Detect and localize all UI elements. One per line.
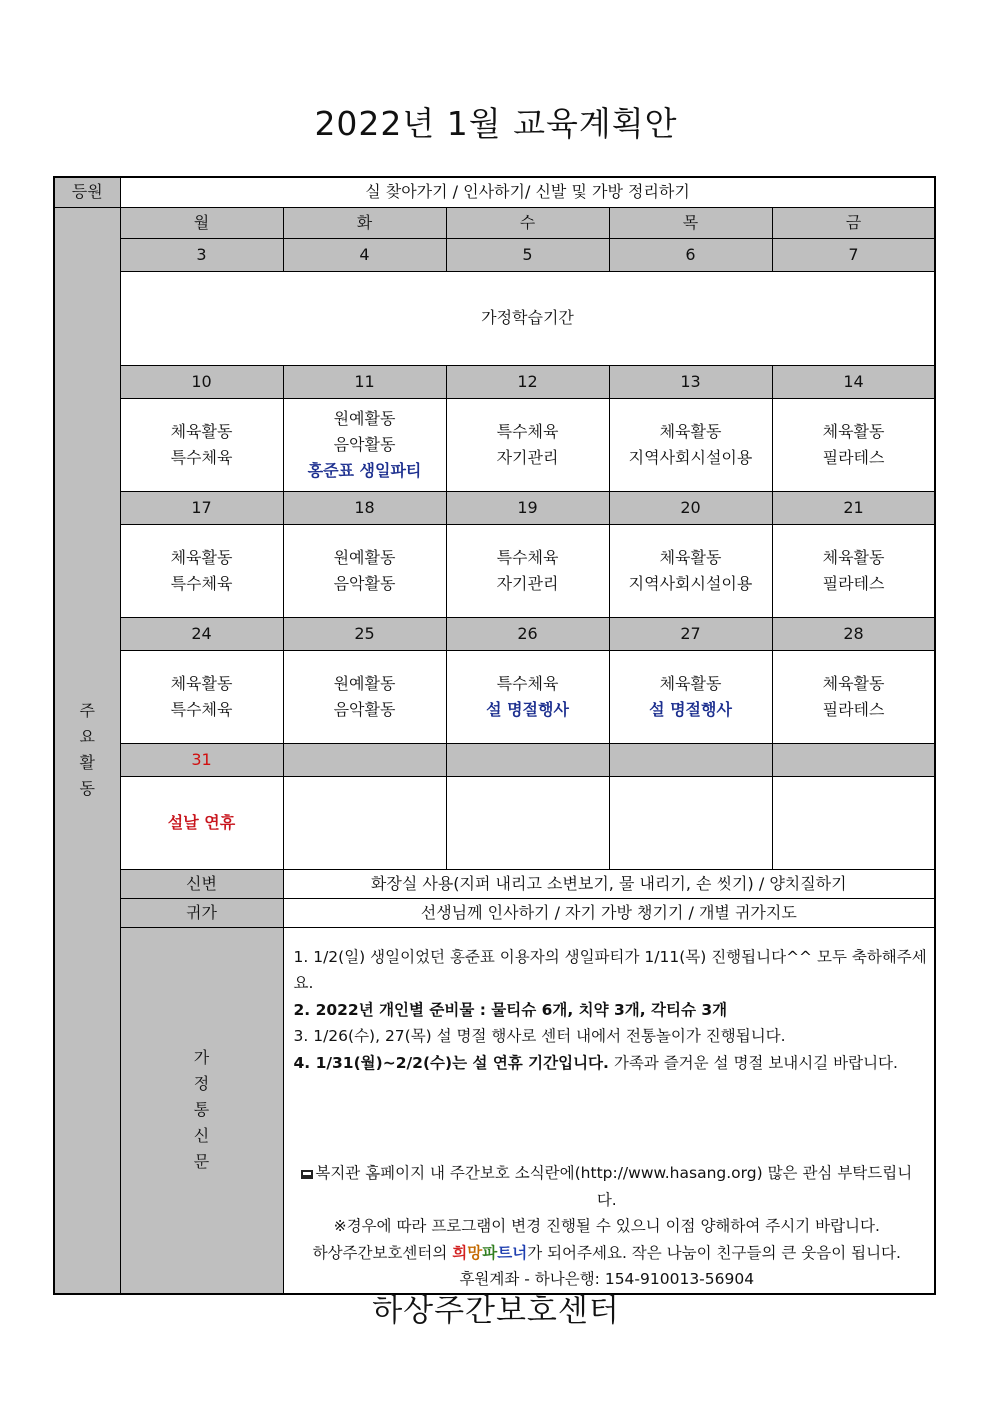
activity-cell [446,650,609,743]
birthday-party-event: 홍준표 생일파티 [307,460,422,480]
page-title: 2022년 1월 교육계획안 [314,104,678,143]
partner-text: 가 되어주세요. 작은 나눔이 친구들의 큰 웃음이 됩니다. [527,1243,901,1262]
activity-row [54,271,935,365]
date-cell: 19 [446,491,609,524]
activity-cell [609,524,772,617]
date-row [54,365,935,398]
partner-char: 트너 [497,1243,528,1262]
activity-cell [283,776,446,869]
notice-item: 3. 1/26(수), 27(목) 설 명절 행사로 센터 내에서 전통놀이가 진행됩니다. [293,1027,786,1045]
activity-row [54,650,935,743]
date-row [54,238,935,271]
date-cell: 6 [609,238,772,271]
activity-item: 필라테스 [822,573,885,593]
activity-cell [446,524,609,617]
activity-item: 지역사회시설이용 [628,447,753,467]
activity-cell [283,650,446,743]
activity-item: 음악활동 [333,573,396,593]
donation-account-line: 후원계좌 - 하나은행: 154-910013-56904 [459,1270,755,1288]
activity-item: 원예활동 [333,547,396,567]
newsletter-label-char: 문 [193,1152,210,1171]
activity-cell [609,398,772,491]
activity-item: 체육활동 [170,547,233,567]
homepage-line [294,1160,921,1213]
education-plan-table [53,176,936,1295]
activity-cell [120,398,283,491]
activity-item: 필라테스 [822,699,885,719]
activity-item: 음악활동 [333,699,396,719]
activity-item: 원예활동 [333,408,396,428]
activity-item: 자기관리 [496,573,559,593]
center-name: 하상주간보호센터 [372,1293,620,1329]
hygiene-label: 신변 [120,869,283,898]
activity-item: 자기관리 [496,447,559,467]
activity-cell [283,398,446,491]
notice-holiday-rest: 가족과 즐거운 설 명절 보내시길 바랍니다. [608,1053,898,1072]
partner-text: 하상주간보호센터의 [312,1243,453,1262]
weekday-fri: 금 [772,207,935,238]
date-cell: 10 [120,365,283,398]
main-activity-label [54,207,120,1294]
date-cell: 27 [609,617,772,650]
date-cell [283,743,446,776]
departure-row [54,898,935,927]
arrival-row [54,177,935,207]
activity-cell [120,776,283,869]
partner-char: 파 [482,1243,498,1262]
activity-item: 체육활동 [822,421,885,441]
activity-item: 체육활동 [659,673,722,693]
newsletter-label-char: 가 [193,1048,210,1067]
weekday-header-row [54,207,935,238]
activity-item: 체육활동 [170,673,233,693]
activity-item: 특수체육 [496,421,559,441]
activity-item: 특수체육 [170,699,233,719]
activity-item: 음악활동 [333,434,396,454]
notice-item [294,1050,935,1077]
activity-row [54,398,935,491]
main-label-char: 동 [79,779,95,798]
date-cell: 25 [283,617,446,650]
weekday-mon: 월 [120,207,283,238]
activity-cell [772,524,935,617]
date-cell: 11 [283,365,446,398]
date-cell: 7 [772,238,935,271]
activity-item: 특수체육 [496,673,559,693]
date-cell-holiday: 31 [120,743,283,776]
date-cell: 21 [772,491,935,524]
computer-icon [301,1170,313,1179]
date-cell [446,743,609,776]
activity-item: 체육활동 [659,547,722,567]
newsletter-row [54,927,935,1294]
activity-cell [772,398,935,491]
date-cell: 28 [772,617,935,650]
weekday-wed: 수 [446,207,609,238]
activity-cell [120,650,283,743]
notice-item: 1. 1/2(일) 생일이었던 홍준표 이용자의 생일파티가 1/11(목) 진행됩니다^^ 모두 축하해주세요. [293,947,927,992]
activity-cell [283,524,446,617]
date-cell: 24 [120,617,283,650]
activity-cell [609,650,772,743]
date-row [54,743,935,776]
activity-cell [120,524,283,617]
date-row [54,491,935,524]
activity-item: 특수체육 [496,547,559,567]
homepage-text: 복지관 홈페이지 내 주간보호 소식란에(http://www.hasang.org) 많은 관심 부탁드립니다. [315,1164,913,1209]
lunar-new-year-event: 설 명절행사 [486,699,569,719]
partner-char: 망 [467,1243,483,1262]
newsletter-label-char: 정 [193,1074,210,1093]
date-row [54,617,935,650]
date-cell: 4 [283,238,446,271]
newsletter-label-char: 신 [193,1126,210,1145]
notice-holiday-bold: 4. 1/31(월)~2/2(수)는 설 연휴 기간입니다. [293,1053,609,1072]
date-cell: 14 [772,365,935,398]
activity-item: 지역사회시설이용 [628,573,753,593]
date-cell: 12 [446,365,609,398]
arrival-label: 등원 [54,177,120,207]
arrival-text: 실 찾아가기 / 인사하기/ 신발 및 가방 정리하기 [120,177,935,207]
departure-text: 선생님께 인사하기 / 자기 가방 챙기기 / 개별 귀가지도 [283,898,935,927]
activity-cell [446,398,609,491]
newsletter-footer [294,1160,935,1293]
activity-row [54,776,935,869]
departure-label: 귀가 [120,898,283,927]
date-cell: 18 [283,491,446,524]
activity-item: 원예활동 [333,673,396,693]
hygiene-row [54,869,935,898]
newsletter-content [283,927,935,1294]
lunar-new-year-event: 설 명절행사 [649,699,732,719]
hygiene-text: 화장실 사용(지퍼 내리고 소변보기, 물 내리기, 손 씻기) / 양치질하기 [283,869,935,898]
date-cell: 3 [120,238,283,271]
date-cell: 26 [446,617,609,650]
main-label-char: 요 [79,727,95,746]
activity-cell [772,650,935,743]
activity-item: 체육활동 [822,547,885,567]
lunar-new-year-holiday: 설날 연휴 [167,812,236,832]
home-study-period: 가정학습기간 [120,271,935,365]
date-cell: 13 [609,365,772,398]
weekday-thu: 목 [609,207,772,238]
activity-item: 특수체육 [170,573,233,593]
partner-line [294,1240,921,1267]
date-cell: 17 [120,491,283,524]
activity-row [54,524,935,617]
activity-item: 필라테스 [822,447,885,467]
activity-cell [772,776,935,869]
newsletter-label [120,927,283,1294]
change-notice-line: ※경우에 따라 프로그램이 변경 진행될 수 있으니 이점 양해하여 주시기 바랍니다. [333,1217,880,1235]
activity-cell [446,776,609,869]
activity-item: 체육활동 [659,421,722,441]
notice-item: 2. 2022년 개인별 준비물 : 물티슈 6개, 치약 3개, 각티슈 3개 [293,1000,728,1019]
date-cell [609,743,772,776]
activity-item: 특수체육 [170,447,233,467]
activity-item: 체육활동 [822,673,885,693]
date-cell: 20 [609,491,772,524]
newsletter-label-char: 통 [193,1100,210,1119]
main-label-char: 주 [79,701,95,720]
date-cell [772,743,935,776]
main-label-char: 활 [79,753,95,772]
partner-char: 희 [452,1243,468,1262]
date-cell: 5 [446,238,609,271]
activity-item: 체육활동 [170,421,233,441]
activity-cell [609,776,772,869]
weekday-tue: 화 [283,207,446,238]
